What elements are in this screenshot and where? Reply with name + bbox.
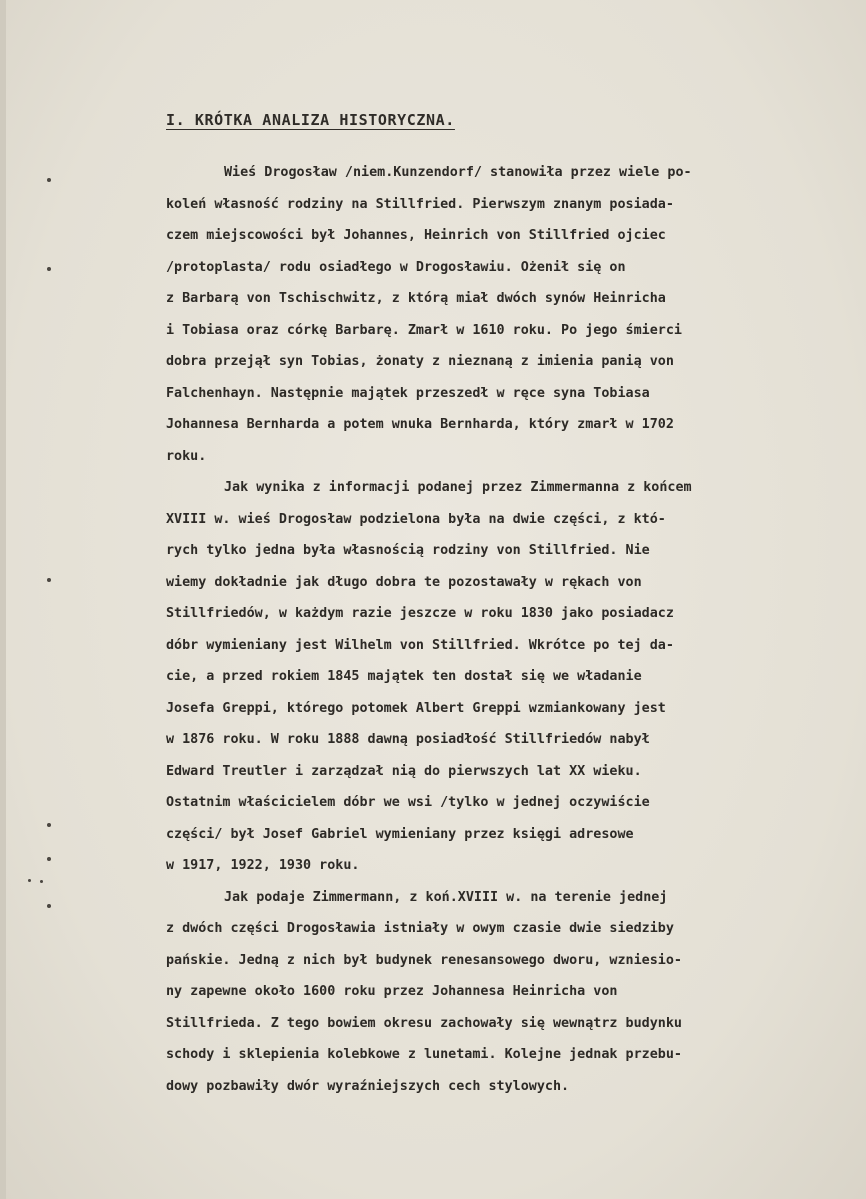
text-line: wiemy dokładnie jak długo dobra te pozostawały w rękach von — [166, 574, 642, 590]
binding-hole-mark — [28, 879, 31, 882]
text-line: z dwóch części Drogosławia istniały w owym czasie dwie siedziby — [166, 921, 674, 936]
page-left-edge — [0, 0, 6, 1199]
text-line: czem miejscowości był Johannes, Heinrich von Stillfried ojciec — [166, 228, 666, 243]
text-line: Johannesa Bernharda a potem wnuka Bernharda, który zmarł w 1702 — [166, 417, 674, 432]
text-line: części/ był Josef Gabriel wymieniany przez księgi adresowe — [166, 826, 634, 842]
section-heading: I. KRÓTKA ANALIZA HISTORYCZNA. — [166, 111, 455, 129]
text-line: ny zapewne około 1600 roku przez Johannesa Heinricha von — [166, 984, 618, 999]
text-line: /protoplasta/ rodu osiadłego w Drogosławiu. Ożenił się on — [166, 259, 626, 275]
text-line: w 1876 roku. W roku 1888 dawną posiadłość Stillfriedów nabył — [166, 732, 650, 747]
text-line: cie, a przed rokiem 1845 majątek ten dostał się we władanie — [166, 669, 642, 684]
text-line: Edward Treutler i zarządzał nią do pierwszych lat XX wieku. — [166, 763, 642, 779]
binding-hole-mark — [47, 578, 51, 582]
text-line: pańskie. Jedną z nich był budynek renesansowego dworu, wzniesio- — [166, 952, 682, 968]
text-line: Ostatnim właścicielem dóbr we wsi /tylko w jednej oczywiście — [166, 795, 650, 810]
text-line: w 1917, 1922, 1930 roku. — [166, 858, 360, 873]
text-line: Jak wynika z informacji podanej przez Zimmermanna z końcem — [224, 480, 692, 495]
binding-hole-mark — [47, 857, 51, 861]
text-line: Josefa Greppi, którego potomek Albert Greppi wzmiankowany jest — [166, 700, 666, 716]
binding-hole-mark — [47, 267, 51, 271]
text-line: Stillfriedów, w każdym razie jeszcze w roku 1830 jako posiadacz — [166, 606, 674, 621]
binding-hole-mark — [47, 823, 51, 827]
text-line: Stillfrieda. Z tego bowiem okresu zachowały się wewnątrz budynku — [166, 1015, 682, 1031]
text-line: XVIII w. wieś Drogosław podzielona była na dwie części, z któ- — [166, 511, 666, 527]
text-line: koleń własność rodziny na Stillfried. Pierwszym znanym posiada- — [166, 196, 674, 212]
text-line: schody i sklepienia kolebkowe z lunetami. Kolejne jednak przebu- — [166, 1047, 682, 1062]
text-line: dowy pozbawiły dwór wyraźniejszych cech stylowych. — [166, 1078, 570, 1094]
binding-hole-mark — [47, 178, 51, 182]
text-line: i Tobiasa oraz córkę Barbarę. Zmarł w 1610 roku. Po jego śmierci — [166, 322, 682, 338]
binding-hole-mark — [40, 880, 43, 883]
text-line: Jak podaje Zimmermann, z koń.XVIII w. na terenie jednej — [224, 889, 668, 905]
text-line: Falchenhayn. Następnie majątek przeszedł w ręce syna Tobiasa — [166, 385, 650, 401]
body-text — [166, 157, 842, 1102]
text-line: Wieś Drogosław /niem.Kunzendorf/ stanowiła przez wiele po- — [224, 165, 692, 180]
text-line: roku. — [166, 448, 207, 464]
binding-hole-mark — [47, 904, 51, 908]
text-line: z Barbarą von Tschischwitz, z którą miał dwóch synów Heinricha — [166, 291, 666, 306]
text-line: rych tylko jedna była własnością rodziny von Stillfried. Nie — [166, 543, 650, 558]
text-line: dobra przejął syn Tobias, żonaty z nieznaną z imienia panią von — [166, 354, 674, 369]
text-line: dóbr wymieniany jest Wilhelm von Stillfried. Wkrótce po tej da- — [166, 637, 674, 653]
